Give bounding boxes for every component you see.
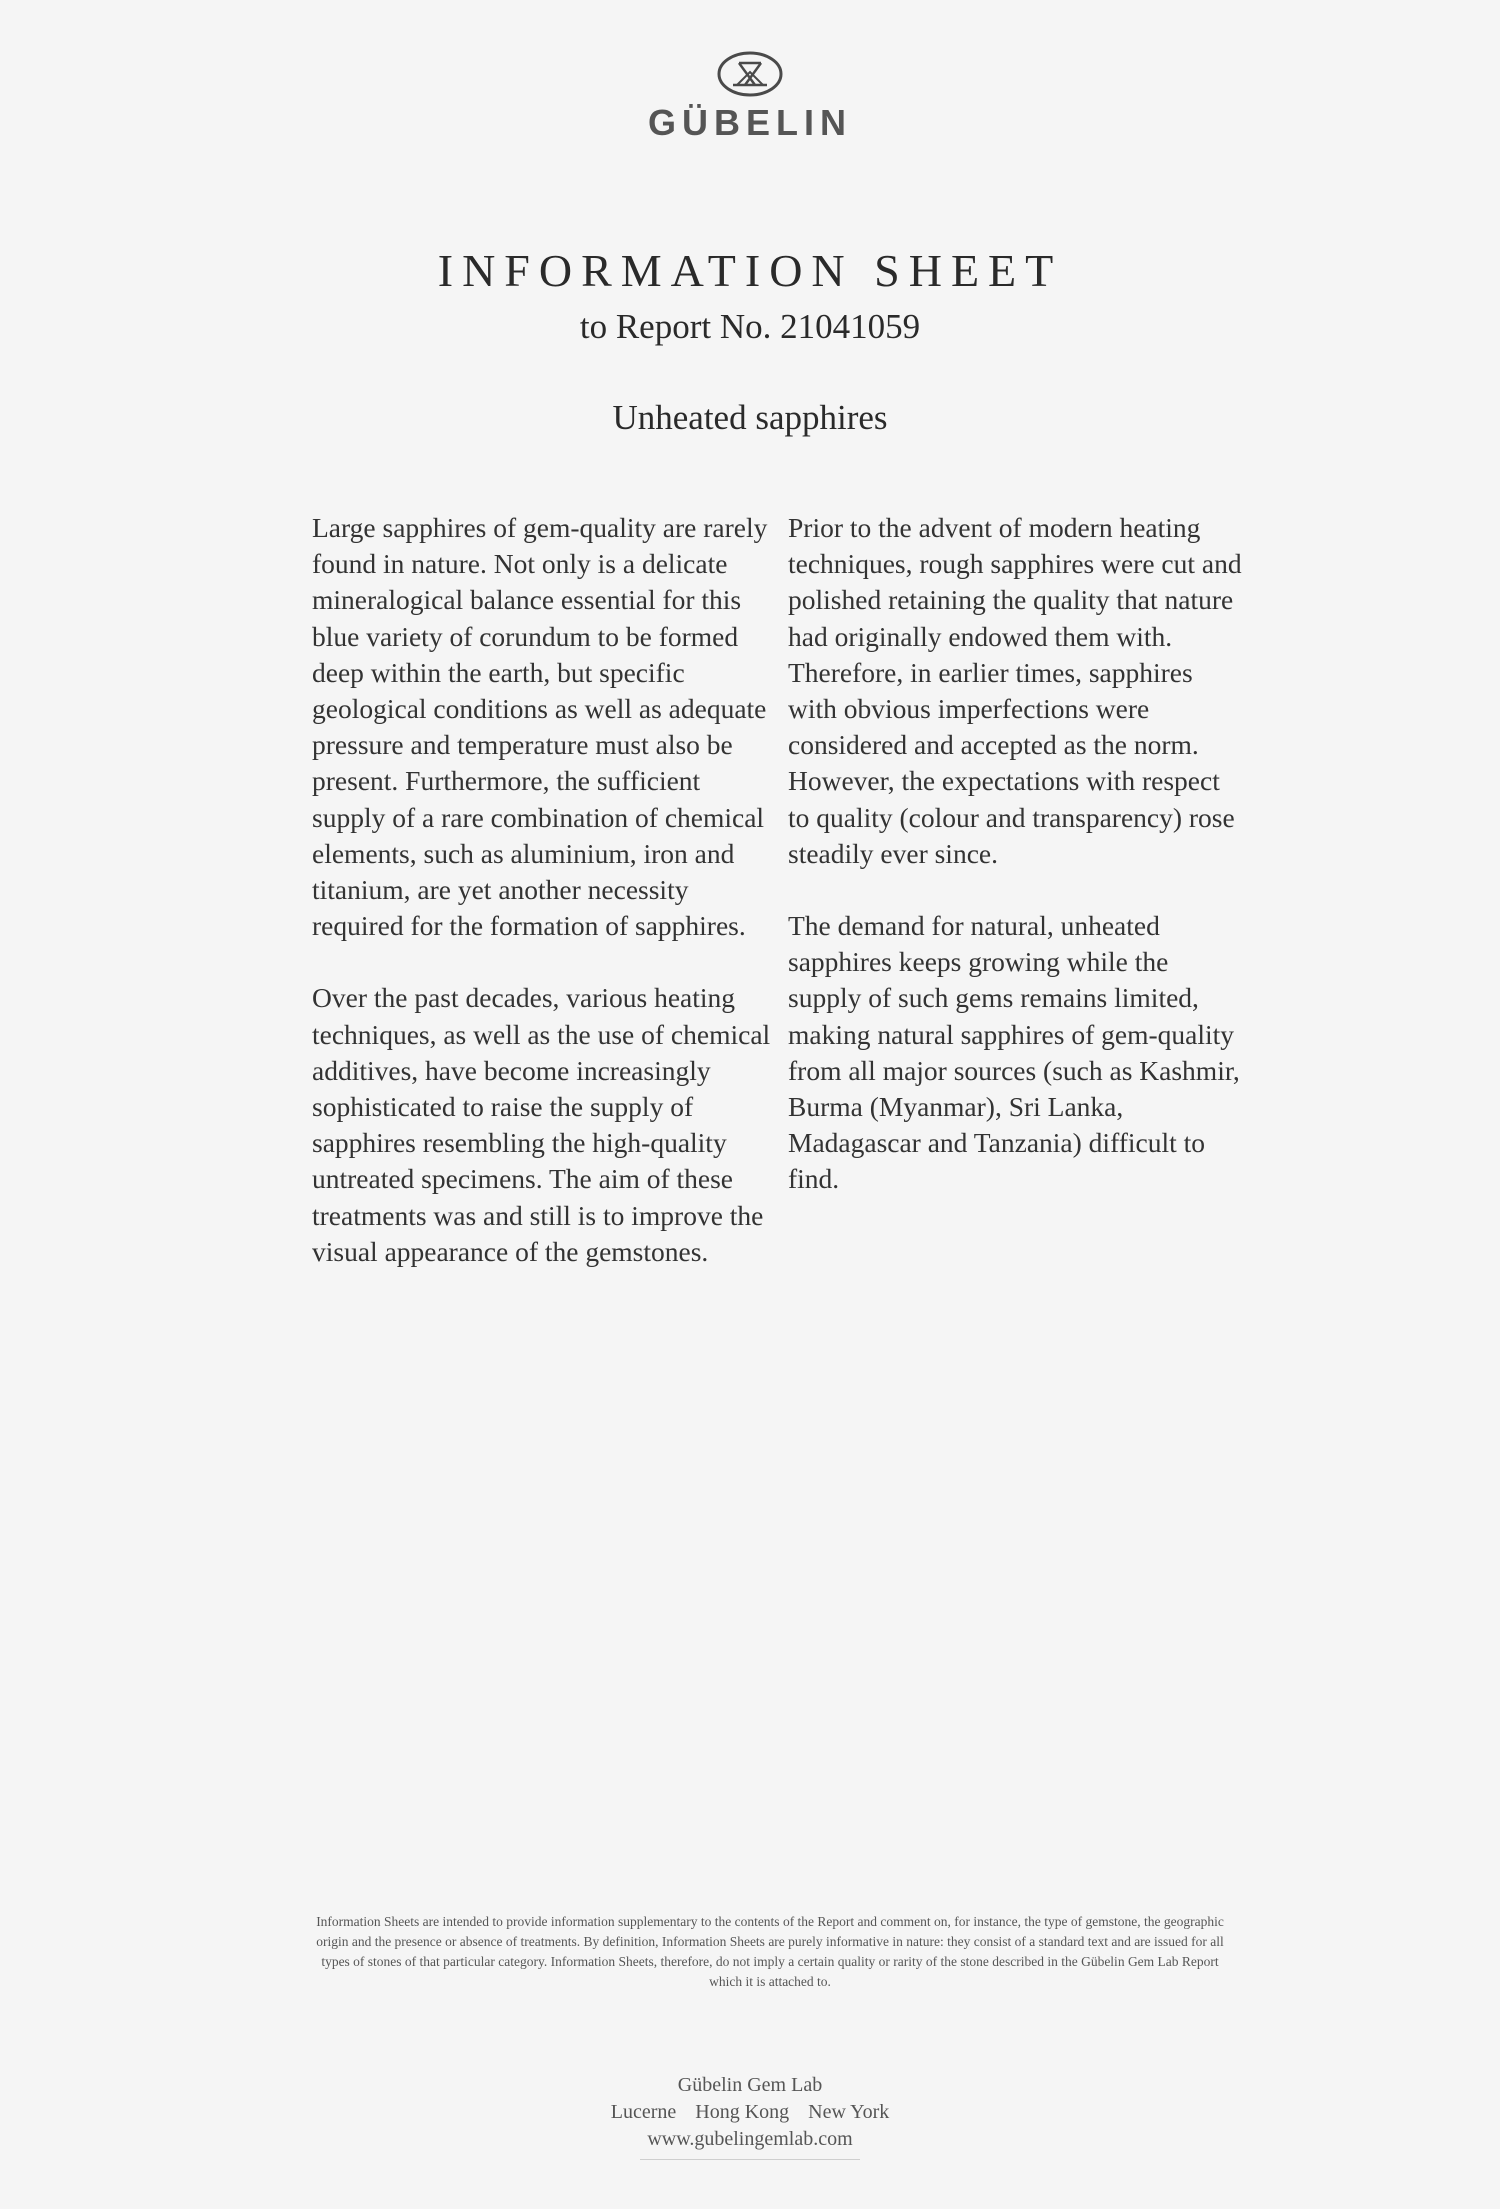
brand-wordmark: GÜBELIN: [648, 102, 852, 143]
website-link[interactable]: www.gubelingemlab.com: [647, 2128, 853, 2150]
sheet-topic: Unheated sapphires: [612, 398, 888, 437]
paragraph: Over the past decades, various heating techniques, as well as the use of chemical additives, have become increasingly sophisticated to raise the supply of sapphires resembling the high-quality untreated specimens. The aim of these treatments was and still is to improve the visual appearance of the gemstones.: [312, 982, 771, 1267]
report-number: to Report No. 21041059: [579, 307, 921, 346]
lab-name: Gübelin Gem Lab: [677, 2074, 823, 2096]
guebelin-emblem-icon: [717, 50, 783, 98]
footer: [0, 2072, 1500, 2160]
city-new-york: New York: [808, 2101, 890, 2123]
left-text-column: [312, 510, 772, 1306]
city-hong-kong: Hong Kong: [695, 2101, 790, 2123]
document-title: INFORMATION SHEET: [437, 245, 1063, 296]
disclaimer-note: Information Sheets are intended to provide information supplementary to the contents of the Report and comment on, for instance, the type of gemstone, the geographic origin and the presence or absence of treatments. By definition, Information Sheets are purely informative in nature: they consist of a standard text and are issued for all types of stones of that particular category. Information Sheets, therefore, do not imply a certain quality or rarity of the stone described in the Gübelin Gem Lab Report which it is attached to.: [316, 1914, 1224, 1989]
office-locations: [0, 2099, 1500, 2126]
paragraph: The demand for natural, unheated sapphires keeps growing while the supply of such gems remains limited, making natural sapphires of gem-quality from all major sources (such as Kashmir, Burma (Myanmar), Sri Lanka, Madagascar and Tanzania) difficult to find.: [788, 910, 1240, 1195]
city-lucerne: Lucerne: [610, 2101, 677, 2123]
right-text-column: [788, 510, 1248, 1234]
paragraph: Prior to the advent of modern heating techniques, rough sapphires were cut and polished retaining the quality that nature had originally endowed them with. Therefore, in earlier times, sapphires with obvious imperfections were considered and accepted as the norm. However, the expectations with respect to quality (colour and transparency) rose steadily ever since.: [788, 512, 1242, 869]
paragraph: Large sapphires of gem-quality are rarely found in nature. Not only is a delicate mineralogical balance essential for this blue variety of corundum to be formed deep within the earth, but specific geological conditions as well as adequate pressure and temperature must also be present. Furthermore, the sufficient supply of a rare combination of chemical elements, such as aluminium, iron and titanium, are yet another necessity required for the formation of sapphires.: [312, 512, 768, 942]
footer-divider: [640, 2159, 860, 2160]
brand-logo: [0, 50, 1500, 144]
